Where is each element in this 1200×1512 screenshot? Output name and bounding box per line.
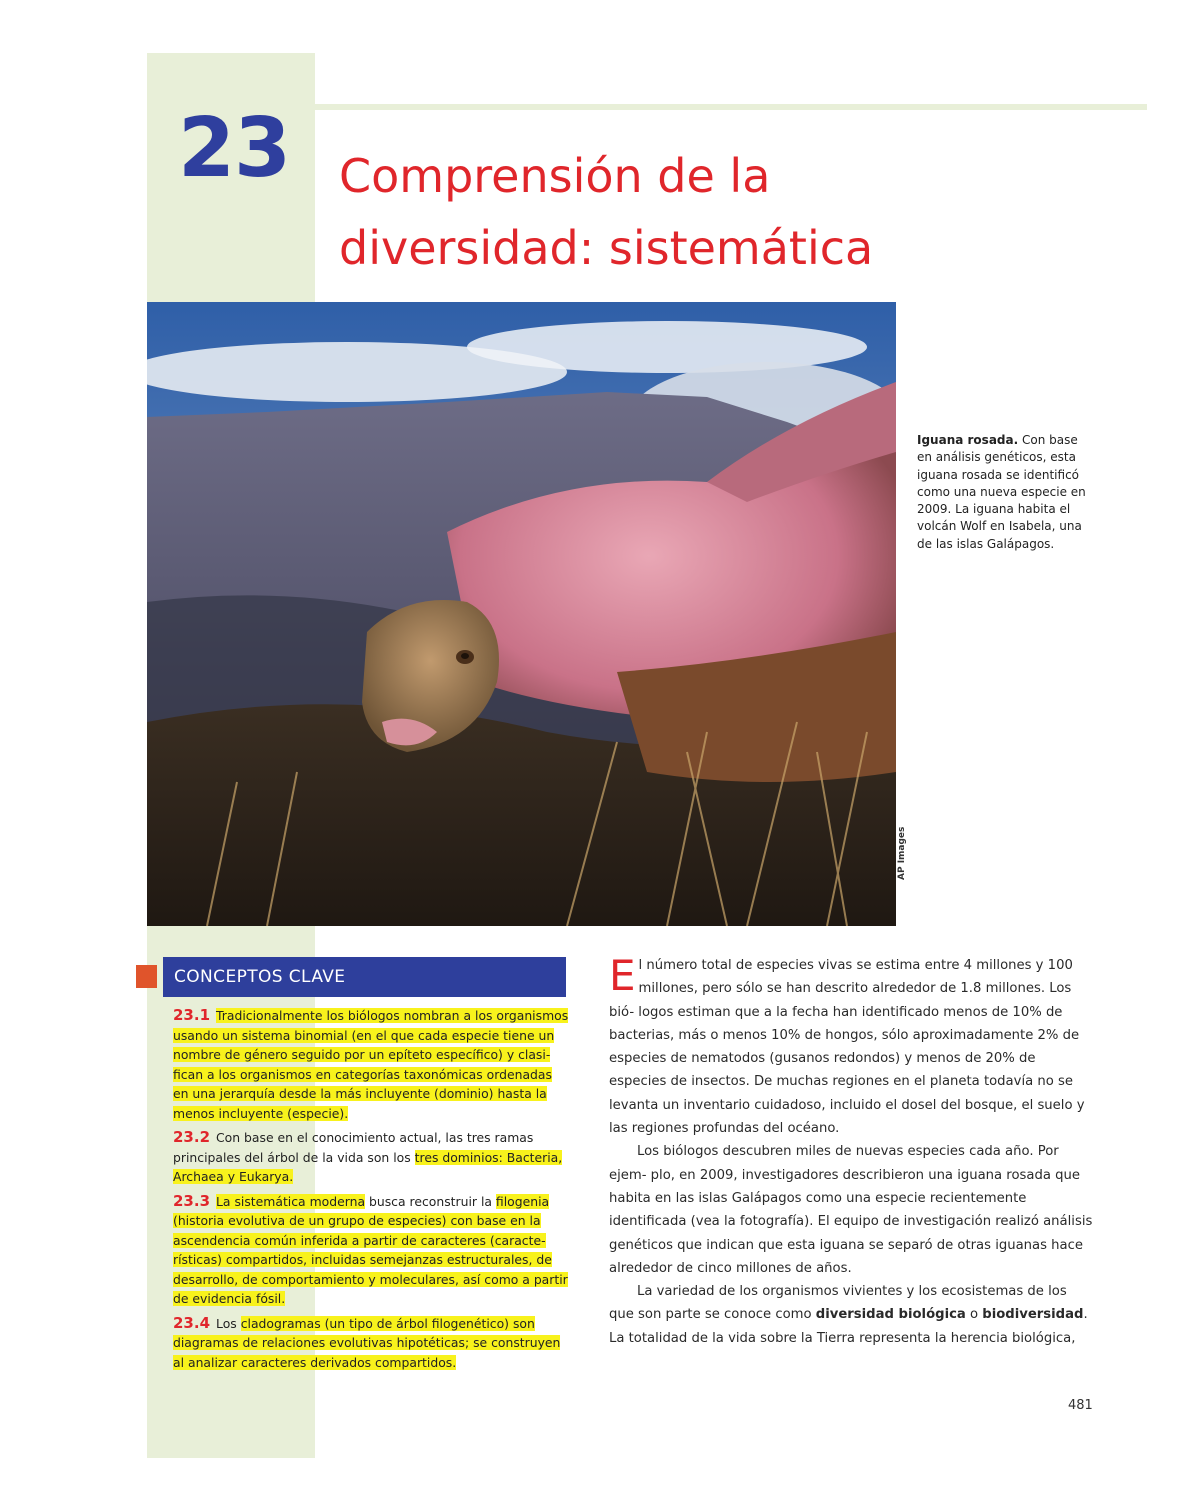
key-concept-item xyxy=(173,1006,569,1123)
body-paragraph-3-end: . La totalidad de la vida sobre la Tierra representa la herencia biológica, xyxy=(609,1307,1088,1346)
body-paragraph-3 xyxy=(609,1280,1093,1350)
key-concept-text: busca reconstruir la xyxy=(365,1193,496,1209)
chapter-title-line-2: diversidad: sistemática xyxy=(339,221,874,275)
key-concept-text: Con base en el conocimiento actual, las tres ramas principales del árbol de la vida son los xyxy=(173,1130,534,1165)
iguana-photo xyxy=(147,302,896,926)
key-concept-number: 23.2 xyxy=(173,1128,211,1146)
key-concepts-marker xyxy=(136,965,157,988)
body-paragraph-1 xyxy=(609,951,1093,1140)
body-paragraph-3-start: La variedad de los organismos vivientes y los ecosistemas de los que son parte se conoce como xyxy=(609,1284,1067,1323)
key-concept-number: 23.3 xyxy=(173,1191,211,1210)
key-concepts-header: CONCEPTOS CLAVE xyxy=(163,957,566,997)
key-concepts-list xyxy=(173,1006,569,1377)
key-concept-number: 23.4 xyxy=(173,1313,211,1332)
page-number: 481 xyxy=(1068,1398,1093,1413)
chapter-title-line-1: Comprensión de la xyxy=(339,149,771,203)
key-concept-item xyxy=(173,1128,569,1187)
top-rule xyxy=(315,104,1147,110)
key-concept-item xyxy=(173,1314,569,1373)
photo-credit: AP Images xyxy=(897,826,907,880)
key-concept-text: Tradicionalmente los biólogos nombran a los organismos usando un sistema binomial (en el que cada especie tiene un nombre de género seguido por un epíteto específico) y clasi- fican a los organismos en categorías taxonómicas ordenadas en una jerarquía desde la más incluyente (dominio) hasta la menos incluyente (especie). xyxy=(173,1008,569,1121)
body-paragraph-1-text: l número total de especies vivas se estima entre 4 millones y 100 millones, pero sólo se han descrito alrededor de 1.8 millones. Los bió- logos estiman que a la fecha han identificado menos de 10% de bacterias, más o menos 10% de hongos, sólo aproximadamente 2% de especies de nematodos (gusanos redondos) y menos de 20% de especies de insectos. De muchas regiones en el planeta todavía no se levanta un inventario cuidadoso, incluido el dosel del bosque, el suelo y las regiones profundas del océano. xyxy=(609,958,1085,1137)
key-concept-highlight: tres dominios: Bacteria, Archaea y Eukarya. xyxy=(173,1149,563,1184)
key-concept-highlight: cladogramas (un tipo de árbol filogenético) son diagramas de relaciones evolutivas hipotéticas; se construyen al analizar caracteres derivados compartidos. xyxy=(173,1315,561,1370)
key-concept-number: 23.1 xyxy=(173,1006,211,1024)
chapter-title xyxy=(339,140,1099,284)
caption-text: Con base en análisis genéticos, esta iguana rosada se identificó como una nueva especie en 2009. La iguana habita el volcán Wolf en Isabela, una de las islas Galápagos. xyxy=(917,433,1086,551)
photo-caption xyxy=(917,432,1092,553)
body-text xyxy=(609,951,1093,1350)
drop-cap: E xyxy=(609,951,636,1000)
term-biological-diversity: diversidad biológica xyxy=(815,1307,966,1323)
key-concept-highlight: La sistemática moderna xyxy=(216,1193,366,1209)
caption-title: Iguana rosada. xyxy=(917,433,1019,447)
key-concept-text: Los xyxy=(216,1315,241,1331)
body-paragraph-2: Los biólogos descubren miles de nuevas especies cada año. Por ejem- plo, en 2009, investigadores describieron una iguana rosada que habita en las islas Galápagos como una especie recientemente identificada (vea la fotografía). El equipo de investigación realizó análisis genéticos que indican que esta iguana se separó de otras iguanas hace alrededor de cinco millones de años. xyxy=(609,1144,1093,1276)
chapter-number: 23 xyxy=(178,101,291,196)
body-paragraph-3-mid: o xyxy=(965,1307,983,1323)
key-concept-item xyxy=(173,1192,569,1309)
key-concept-highlight: filogenia (historia evolutiva de un grupo de especies) con base en la ascendencia común inferida a partir de caracteres (caracte- rísticas) compartidos, incluidas semejanzas estructurales, de desarrollo, de comportamiento y moleculares, así como a partir de evidencia fósil. xyxy=(173,1193,568,1306)
term-biodiversity: biodiversidad xyxy=(982,1307,1084,1323)
